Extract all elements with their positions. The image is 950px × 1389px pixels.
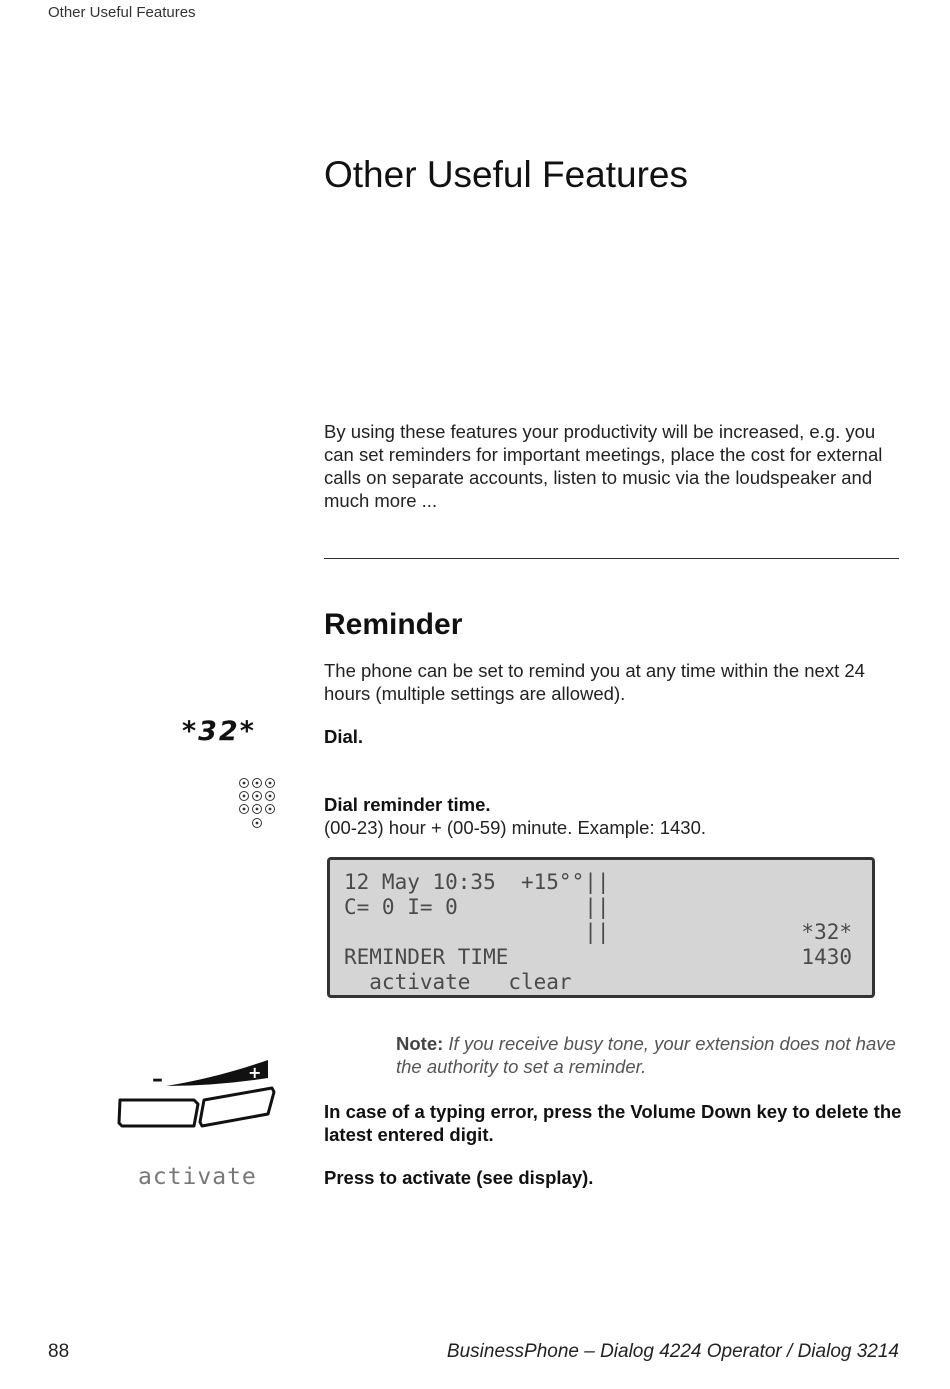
dial-code-icon: *32*	[182, 716, 256, 747]
phone-display	[327, 857, 875, 998]
note-text: If you receive busy tone, your extension does not have the authority to set a reminder.	[396, 1033, 896, 1077]
volume-minus-label: –	[152, 1067, 163, 1092]
step-dial-label: Dial.	[324, 726, 364, 747]
step-typing-error: In case of a typing error, press the Volume Down key to delete the latest entered digit.	[324, 1101, 902, 1145]
note-label: Note:	[396, 1033, 444, 1054]
activate-softkey-icon: activate	[138, 1164, 257, 1190]
running-header: Other Useful Features	[48, 4, 196, 21]
display-line-3: ||	[344, 920, 610, 944]
section-title: Reminder	[324, 608, 463, 641]
note	[396, 1032, 896, 1078]
step-reminder-title: Dial reminder time.	[324, 794, 491, 815]
step-reminder-text: (00-23) hour + (00-59) minute. Example: 1430.	[324, 817, 707, 838]
footer-product-title: BusinessPhone – Dialog 4224 Operator / Dialog 3214	[446, 1341, 899, 1362]
section-divider	[324, 558, 899, 559]
volume-plus-label: +	[248, 1063, 262, 1082]
chapter-intro: By using these features your productivity will be increased, e.g. you can set reminders for important meetings, place the cost for external calls on separate accounts, listen to music via the loudspeaker and much more ...	[324, 421, 883, 511]
chapter-title: Other Useful Features	[324, 154, 688, 195]
display-line-3-code: *32*	[801, 920, 852, 944]
page-number: 88	[48, 1341, 70, 1362]
display-line-2: C= 0 I= 0 ||	[344, 895, 610, 919]
display-line-4-time: 1430	[801, 945, 852, 969]
display-line-4: REMINDER TIME	[344, 945, 509, 969]
volume-key-icon	[116, 1056, 278, 1132]
display-line-1: 12 May 10:35 +15°°||	[344, 870, 610, 894]
step-activate: Press to activate (see display).	[324, 1167, 594, 1188]
display-line-5: activate clear	[344, 970, 572, 994]
section-description: The phone can be set to remind you at any time within the next 24 hours (multiple settings are allowed).	[324, 660, 865, 704]
keypad-icon	[238, 777, 278, 831]
